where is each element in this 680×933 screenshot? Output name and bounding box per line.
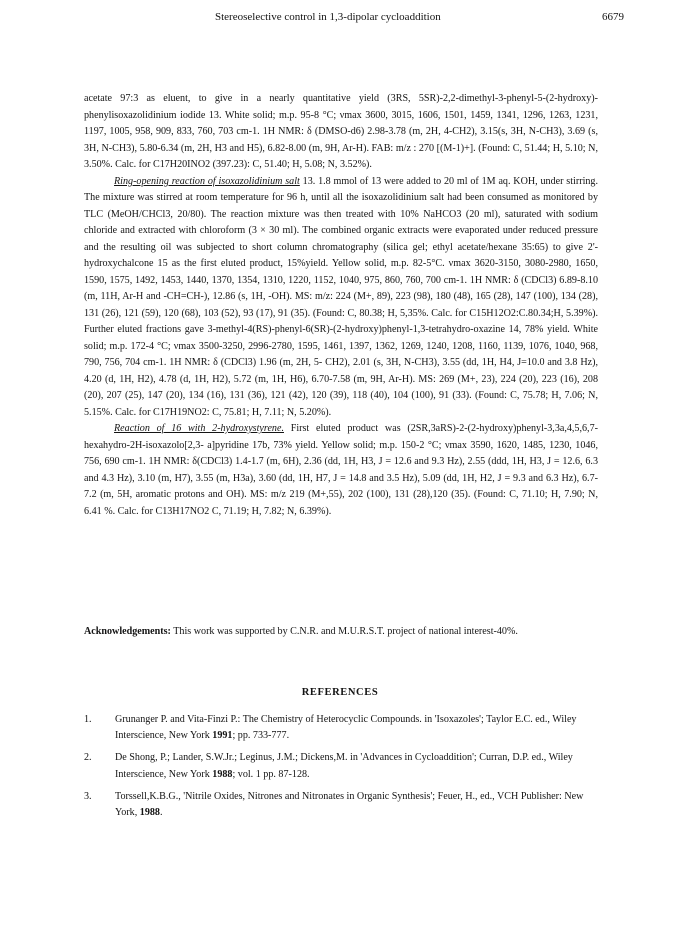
reference-text: Torssell,K.B.G., 'Nitrile Oxides, Nitrones and Nitronates in Organic Synthesis'; Feuer, H., ed., VCH Publisher: New York,	[115, 790, 584, 819]
running-title: Stereoselective control in 1,3-dipolar cycloaddition	[215, 11, 441, 23]
paragraph-ring-opening	[84, 174, 598, 422]
reference-pages: ; pp. 733-777.	[232, 730, 290, 742]
experimental-section	[84, 91, 598, 520]
reference-number: 2.	[84, 752, 92, 764]
reference-year: 1991	[212, 730, 233, 742]
acknowledgements-text: This work was supported by C.N.R. and M.U.R.S.T. project of national interest-40%.	[170, 626, 518, 637]
paragraph-run-in-heading: Ring-opening reaction of isoxazolidinium salt	[114, 175, 300, 187]
reference-item	[84, 789, 598, 821]
reference-pages: .	[159, 807, 163, 819]
paragraph-text: 13. 1.8 mmol of 13 were added to 20 ml of 1M aq. KOH, under stirring. The mixture was stirred at room temperature for 96 h, until all the isoxazolidinium salt had been consumed as monitored by TLC (MeOH/CHCl3, 20/80). The reaction mixture was then treated with 10% NaHCO3 (20 ml), saturated with sodium chloride and extracted with chloroform (3 × 30 ml). The combined organic extracts were evaporated under reduced pressure and the resulting oil was subjected to short column chromatography (silica gel; ethyl acetate/hexane 35:65) to give 2'-hydroxychalcone 15 as the first eluted product, 15%yield. Yellow solid, m.p. 82-5°C. νmax 3620-3150, 3080-2980, 1650, 1590, 1575, 1492, 1453, 1440, 1370, 1354, 1310, 1220, 1152, 1040, 975, 860, 760, 700 cm-1. 1H NMR: δ (CDCl3) 6.89-8.10 (m, 11H, Ar-H and -CH=CH-), 12.86 (s, 1H, -OH). MS: m/z: 224 (M+, 89), 223 (98), 180 (48), 165 (28), 147 (100), 134 (28), 131 (26), 121 (59), 120 (68), 103 (52), 93 (17), 91 (35). (Found: C, 80.38; H, 5,35%. Calc. for C15H12O2:C.80.34;H, 5.39%). Further eluted fractions gave 3-methyl-4(RS)-phenyl-6(SR)-(2-hydroxy)phenyl-1,3-tetrahydro-oxazine 14, 78% yield. White solid; m.p. 172-4 °C; νmax 3500-3250, 2996-2780, 1595, 1461, 1397, 1362, 1269, 1240, 1208, 1160, 1139, 1076, 1040, 968, 790, 756, 704 cm-1. 1H NMR: δ (CDCl3) 1.96 (m, 2H, 5- CH2), 2.01 (s, 3H, N-CH3), 3.55 (dd, 1H, H4, J=10.0 and 3.8 Hz), 4.20 (d, 1H, H2), 4.78 (d, 1H, H2), 5.72 (m, 1H, H6), 6.70-7.58 (m, 9H, Ar-H). MS: 269 (M+, 23), 224 (20), 223 (16), 208 (20), 207 (25), 147 (20), 134 (16), 131 (36), 121 (42), 120 (39), 118 (40), 104 (100), 91 (33). (Found: C, 75.78; H, 7.06; N, 5.15%. Calc. for C17H19NO2: C, 75.81; H, 7.11; N, 5.20%).	[84, 175, 598, 418]
reference-number: 1.	[84, 714, 92, 725]
reference-year: 1988	[139, 807, 160, 819]
reference-number: 3.	[84, 790, 92, 802]
paragraph-compound-13	[84, 91, 598, 174]
paragraph-text: First eluted product was (2SR,3aRS)-2-(2-hydroxy)phenyl-3,3a,4,5,6,7-hexahydro-2H-isoxazolo[2,3- a]pyridine 17b, 73% yield. Yellow solid; m.p. 150-2 °C; νmax 3590, 1620, 1485, 1230, 1046, 756, 690 cm-1. 1H NMR: δ(CDCl3) 1.4-1.7 (m, 6H), 2.36 (dd, 1H, H3, J = 12.6 and 9.3 Hz), 2.55 (ddd, 1H, H3, J = 12.6, 6.3 and 4.3 Hz), 3.10 (m, H7), 3.55 (m, H3a), 3.60 (dd, 1H, H7, J = 14.8 and 3.5 Hz), 5.09 (dd, 1H, H2, J = 9.3 and 6.3 Hz), 6.7-7.2 (m, 5H, aromatic protons and OH). MS: m/z 219 (M+,55), 202 (100), 131 (28),120 (35). (Found: C, 71.10; H, 7.90; N, 6.41 %. Calc. for C13H17NO2 C, 71.19; H, 7.82; N, 6.39%).	[84, 423, 598, 517]
reference-text: De Shong, P.; Lander, S.W.Jr.; Leginus, J.M.; Dickens,M. in 'Advances in Cycloaddition'; Curran, D.P. ed., Wiley Interscience, New York	[115, 752, 573, 780]
references-heading: REFERENCES	[301, 687, 379, 698]
reference-item	[84, 712, 598, 744]
reference-list	[84, 712, 598, 827]
reference-pages: ; vol. 1 pp. 87-128.	[232, 768, 310, 780]
reference-year: 1988	[212, 768, 233, 780]
paragraph-text: acetate 97:3 as eluent, to give in a nearly quantitative yield (3RS, 5SR)-2,2-dimethyl-3-phenyl-5-(2-hydroxy)-phenylisoxazolidinium iodide 13. White solid; m.p. 95-8 °C; νmax 3600, 3015, 1606, 1501, 1459, 1341, 1296, 1263, 1231, 1197, 1005, 958, 909, 833, 760, 703 cm-1. 1H NMR: δ (DMSO-d6) 2.98-3.78 (m, 2H, 4-CH2), 3.15(s, 3H, N-CH3), 3.69 (s, 3H, N-CH3), 5.80-6.34 (m, 2H, H3 and H5), 6.82-8.00 (m, 9H, Ar-H). FAB: m/z : 270 [(M-1)+]. (Found: C, 51.44; H, 5.10; N, 3.50%. Calc. for C17H20INO2 (397.23): C, 51.40; H, 5.08; N, 3.52%).	[84, 93, 598, 170]
paragraph-reaction-16	[84, 421, 598, 520]
acknowledgements-label: Acknowledgements:	[84, 626, 171, 637]
page-number: 6679	[602, 11, 624, 23]
acknowledgements	[84, 624, 598, 640]
paragraph-run-in-heading: Reaction of 16 with 2-hydroxystyrene.	[114, 423, 284, 434]
reference-item	[84, 750, 598, 782]
reference-text: Grunanger P. and Vita-Finzi P.: The Chemistry of Heterocyclic Compounds. in 'Isoxazoles'; Taylor E.C. ed., Wiley Interscience, New York	[115, 714, 577, 742]
